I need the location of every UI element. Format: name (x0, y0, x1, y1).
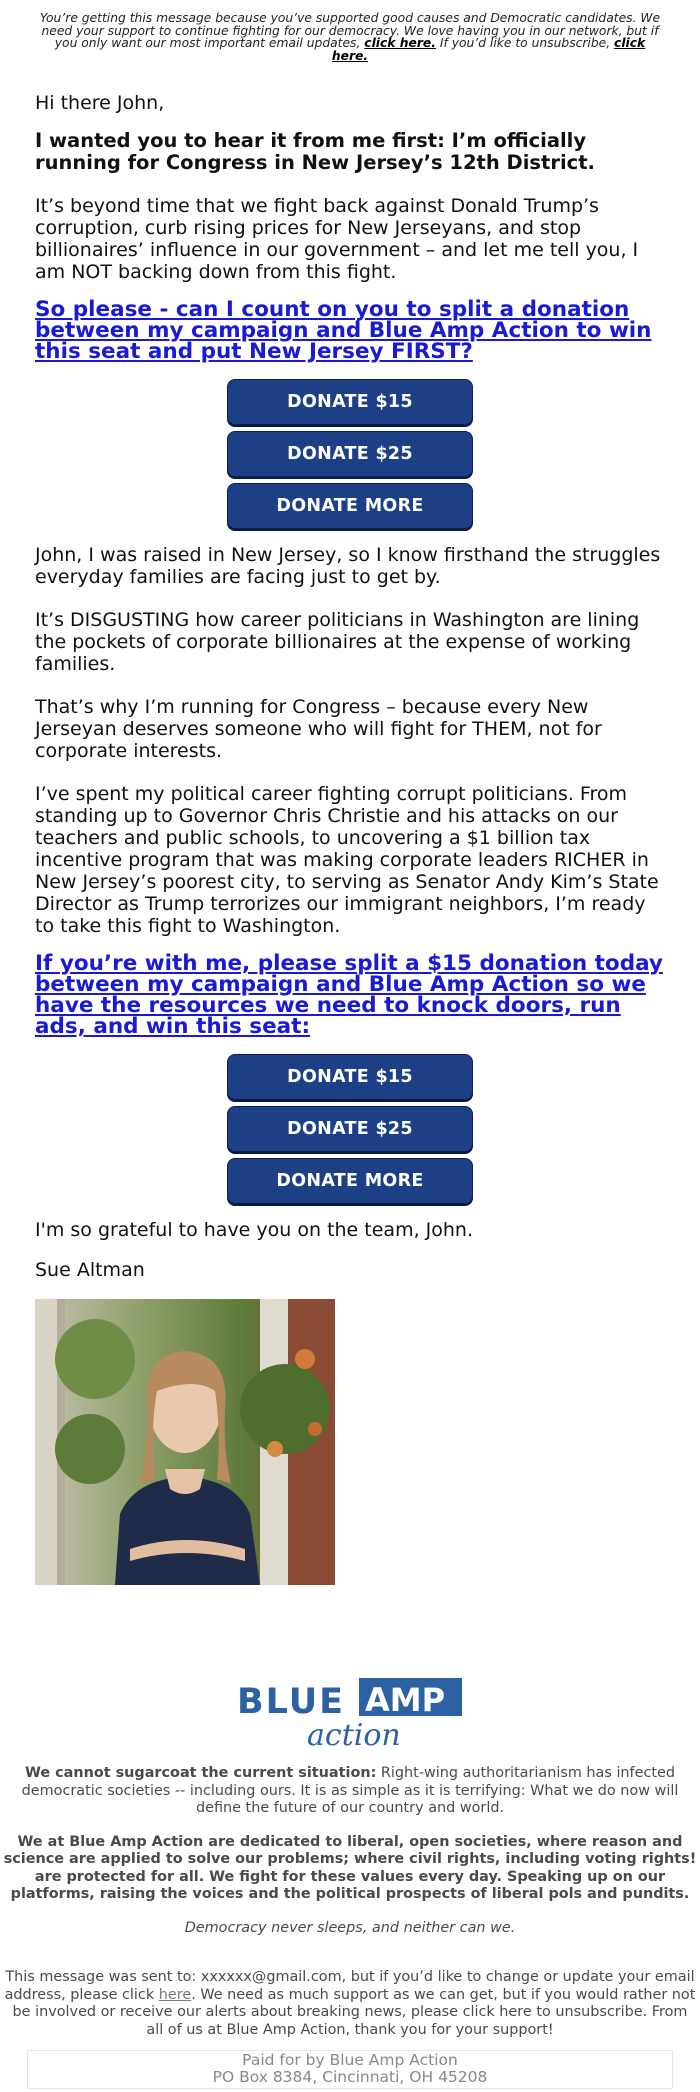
donate-more-button[interactable]: DONATE MORE (227, 1158, 473, 1204)
footer-paragraph-4-text: This message was sent to: xxxxxx@gmail.com, but if you’d like to change or update your email address, please click (4, 1969, 695, 2003)
paragraph-4: That’s why I’m running for Congress – because every New Jerseyan deserves someone who will fight for THEM, not for corporate interests. (35, 696, 602, 762)
cta-link-2[interactable]: If you’re with me, please split a $15 donation today between my campaign and Blue Amp Action so we have the resources we need to knock doors, run ads, and win this seat: (35, 951, 663, 1039)
closing: I'm so grateful to have you on the team, John. (35, 1219, 474, 1241)
paragraph-5: I’ve spent my political career fighting corrupt politicians. From standing up to Governor Chris Christie and his attacks on our teachers and public schools, to uncovering a $1 billion tax incentive program that was making corporate leaders RICHER in New Jersey’s poorest city, to serving as Senator Andy Kim’s State Director as Trump terrorizes our immigrant neighbors, I’m ready to take this fight to Washington. (35, 783, 659, 937)
paid-for-text: Paid for by Blue Amp Action (242, 2051, 458, 2069)
email-preferences-link[interactable]: click here. (364, 36, 436, 50)
unsubscribe-link[interactable]: click here. (331, 36, 646, 63)
donate-15-button[interactable]: DONATE $15 (227, 1054, 473, 1100)
footer-paragraph-4 (0, 1969, 700, 2039)
preheader-text: You’re getting this message because you’ve supported good causes and Democratic candidates. We need your support to continue fighting for our democracy. We love having you in our network, but if you only want our most important email updates, (39, 11, 661, 50)
logo-text-amp: AMP (365, 1681, 446, 1719)
paragraph-3: It’s DISGUSTING how career politicians in Washington are lining the pockets of corporate billionaires at the expense of working families. (35, 609, 640, 675)
footer-paragraph-1-text: Right-wing authoritarianism has infected democratic societies -- including ours. It is as simple as it is terrifying: What we do now will define the future of our country and world. (21, 1765, 679, 1816)
email-body (0, 92, 700, 1585)
donate-more-button[interactable]: DONATE MORE (227, 483, 473, 529)
donate-15-button[interactable]: DONATE $15 (227, 379, 473, 425)
donate-25-button[interactable]: DONATE $25 (227, 1106, 473, 1152)
blue-amp-logo[interactable] (235, 1675, 465, 1751)
footer (0, 1675, 700, 2089)
preheader-text-2: If you’d like to unsubscribe, (435, 36, 615, 50)
headline: I wanted you to hear it from me first: I’m officially running for Congress in New Jersey’s 12th District. (35, 129, 595, 174)
cta-link-1[interactable]: So please - can I count on you to split a donation between my campaign and Blue Amp Action to win this seat and put New Jersey FIRST? (35, 297, 652, 364)
signature: Sue Altman (35, 1259, 145, 1281)
paragraph-2: John, I was raised in New Jersey, so I know firsthand the struggles everyday families are facing just to get by. (35, 544, 661, 588)
footer-paragraph-2: We at Blue Amp Action are dedicated to liberal, open societies, where reason and science are applied to solve our problems; where civil rights, including voting rights! are protected for all. We fight for these values every day. Speaking up on our platforms, raising the voices and the political prospects of liberal pols and pundits. (3, 1833, 697, 1902)
donate-buttons-2 (227, 1054, 473, 1204)
preheader (0, 0, 700, 62)
donate-25-button[interactable]: DONATE $25 (227, 431, 473, 477)
logo-text-blue: BLUE (237, 1682, 346, 1722)
mailing-address: PO Box 8384, Cincinnati, OH 45208 (212, 2068, 488, 2086)
greeting: Hi there John, (35, 92, 165, 114)
update-email-link[interactable]: here (158, 1986, 192, 2003)
logo-text-action: action (307, 1718, 401, 1751)
donate-buttons-1 (227, 379, 473, 529)
footer-paragraph-4-text-2: . We need as much support as we can get, but if you would rather not be involved or receive our alerts about breaking news, please click here to unsubscribe. From all of us at Blue Amp Action, thank you for your support! (12, 1986, 696, 2038)
paid-for-box (27, 2050, 673, 2089)
paragraph-1: It’s beyond time that we fight back against Donald Trump’s corruption, curb rising prices for New Jerseyans, and stop billionaires’ influence in our government – and let me tell you, I am NOT backing down from this fight. (35, 195, 639, 283)
candidate-photo (35, 1299, 335, 1585)
footer-paragraph-1 (0, 1765, 700, 1818)
footer-tagline: Democracy never sleeps, and neither can we. (184, 1919, 516, 1936)
footer-lead: We cannot sugarcoat the current situation: (24, 1765, 377, 1781)
